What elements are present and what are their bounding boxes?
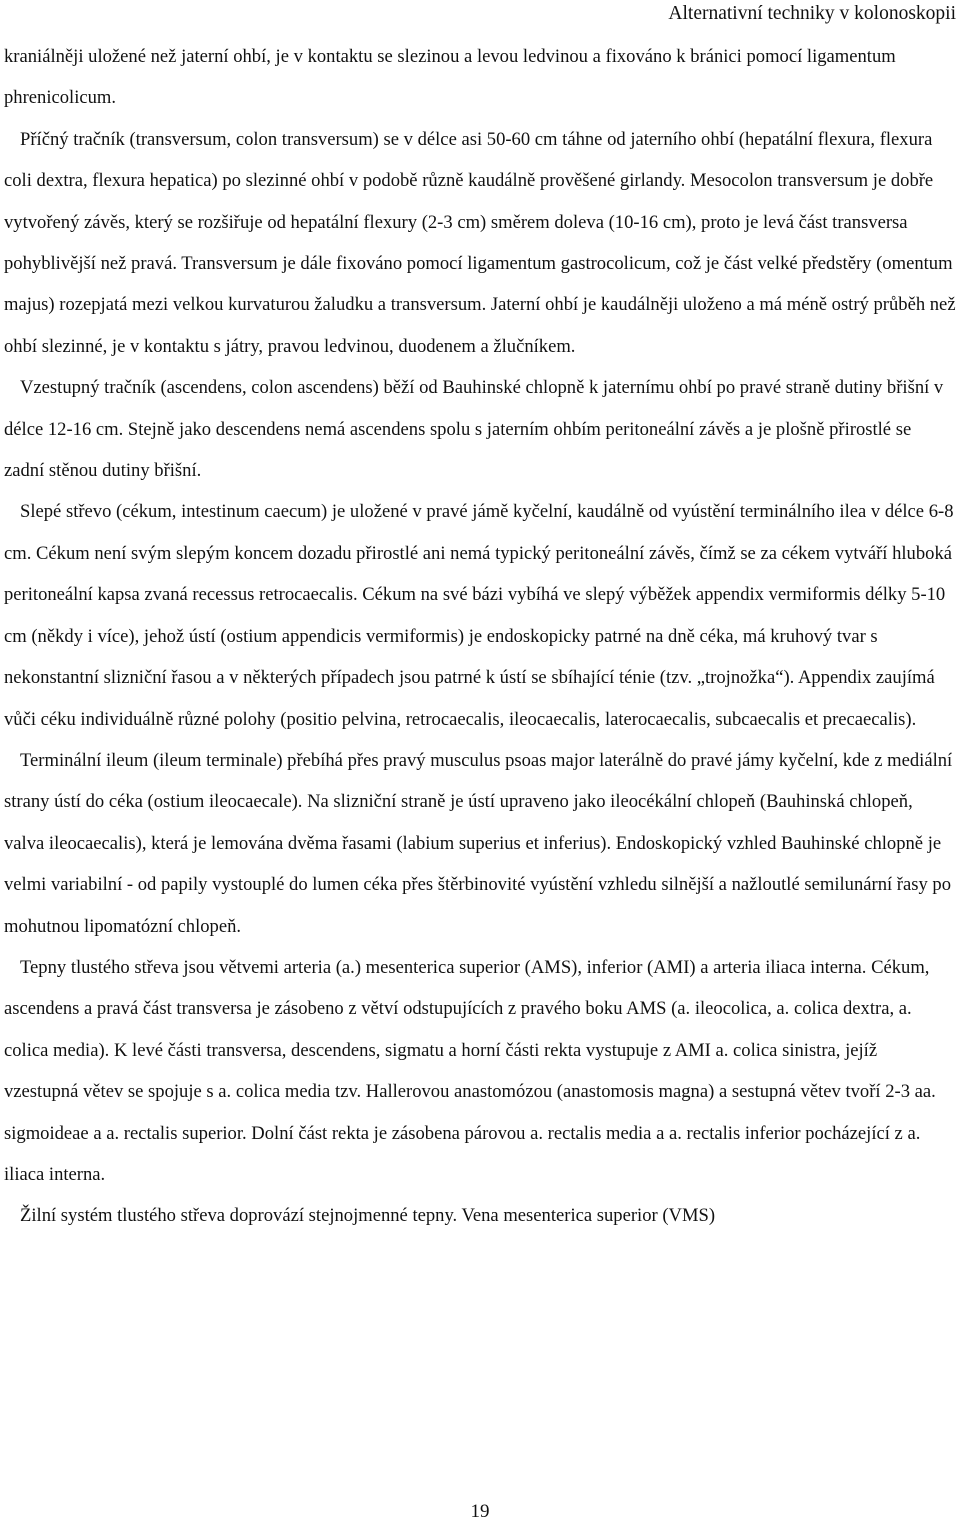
paragraph: Terminální ileum (ileum terminale) přebíhá přes pravý musculus psoas major laterálně do pravé jámy kyčelní, kde z mediální strany ústí do céka (ostium ileocaecale). Na slizniční straně je ústí upraveno jako ileocékální chlopeň (Bauhinská chlopeň, valva ileocaecalis), která je lemována dvěma řasami (labium superius et inferius). Endoskopický vzhled Bauhinské chlopně je velmi variabilní - od papily vystouplé do lumen céka přes štěrbinovité vyústění vzhledu silnější a nažloutlé semilunární řasy po mohutnou lipomatózní chlopeň. — [4, 749, 953, 937]
body-text — [4, 36, 956, 1237]
page-number: 19 — [470, 1501, 490, 1522]
paragraph: Slepé střevo (cékum, intestinum caecum) je uložené v pravé jámě kyčelní, kaudálně od vyústění terminálního ilea v délce 6-8 cm. Cékum není svým slepým koncem dozadu přirostlé ani nemá typický peritoneální závěs, čímž se za cékem vytváří hluboká peritoneální kapsa zvaná recessus retrocaecalis. Cékum na své bázi vybíhá ve slepý výběžek appendix vermiformis délky 5-10 cm (někdy i více), jehož ústí (ostium appendicis vermiformis) je endoskopicky patrné na dně céka, má kruhový tvar s nekonstantní slizniční řasou a v některých případech jsou patrné k ústí se sbíhající ténie (tzv. „trojnožka“). Appendix zaujímá vůči céku individuálně různé polohy (positio pelvina, retrocaecalis, ileocaecalis, laterocaecalis, subcaecalis et precaecalis). — [4, 501, 954, 730]
running-header-title: Alternativní techniky v kolonoskopii — [668, 3, 956, 24]
paragraph: kraniálněji uložené než jaterní ohbí, je v kontaktu se slezinou a levou ledvinou a fixováno k bránici pomocí ligamentum phrenicolicum. — [4, 46, 896, 109]
paragraph: Tepny tlustého střeva jsou větvemi arteria (a.) mesenterica superior (AMS), inferior (AMI) a arteria iliaca interna. Cékum, ascendens a pravá část transversa je zásobeno z větví odstupujících z pravého boku AMS (a. ileocolica, a. colica dextra, a. colica media). K levé části transversa, descendens, sigmatu a horní části rekta vystupuje z AMI a. colica sinistra, jejíž vzestupná větev se spojuje s a. colica media tzv. Hallerovou anastomózou (anastomosis magna) a sestupná větev tvoří 2-3 aa. sigmoideae a a. rectalis superior. Dolní část rekta je zásobena párovou a. rectalis media a a. rectalis inferior pocházející z a. iliaca interna. — [4, 956, 936, 1185]
paragraph: Žilní systém tlustého střeva doprovází stejnojmenné tepny. Vena mesenterica superior (VMS) — [20, 1205, 716, 1227]
paragraph: Příčný tračník (transversum, colon transversum) se v délce asi 50-60 cm táhne od jaterního ohbí (hepatální flexura, flexura coli dextra, flexura hepatica) po slezinné ohbí v podobě různě kaudálně prověšené girlandy. Mesocolon transversum je dobře vytvořený závěs, který se rozšiřuje od hepatální flexury (2-3 cm) směrem doleva (10-16 cm), proto je levá část transversa pohyblivější než pravá. Transversum je dále fixováno pomocí ligamentum gastrocolicum, což je část velké předstěry (omentum majus) rozepjatá mezi velkou kurvaturou žaludku a transversum. Jaterní ohbí je kaudálněji uloženo a má méně ostrý průběh než ohbí slezinné, je v kontaktu s játry, pravou ledvinou, duodenem a žlučníkem. — [4, 128, 956, 357]
paragraph: Vzestupný tračník (ascendens, colon ascendens) běží od Bauhinské chlopně k jaternímu ohbí po pravé straně dutiny břišní v délce 12-16 cm. Stejně jako descendens nemá ascendens spolu s jaterním ohbím peritoneální závěs a je plošně přirostlé se zadní stěnou dutiny břišní. — [4, 377, 944, 482]
